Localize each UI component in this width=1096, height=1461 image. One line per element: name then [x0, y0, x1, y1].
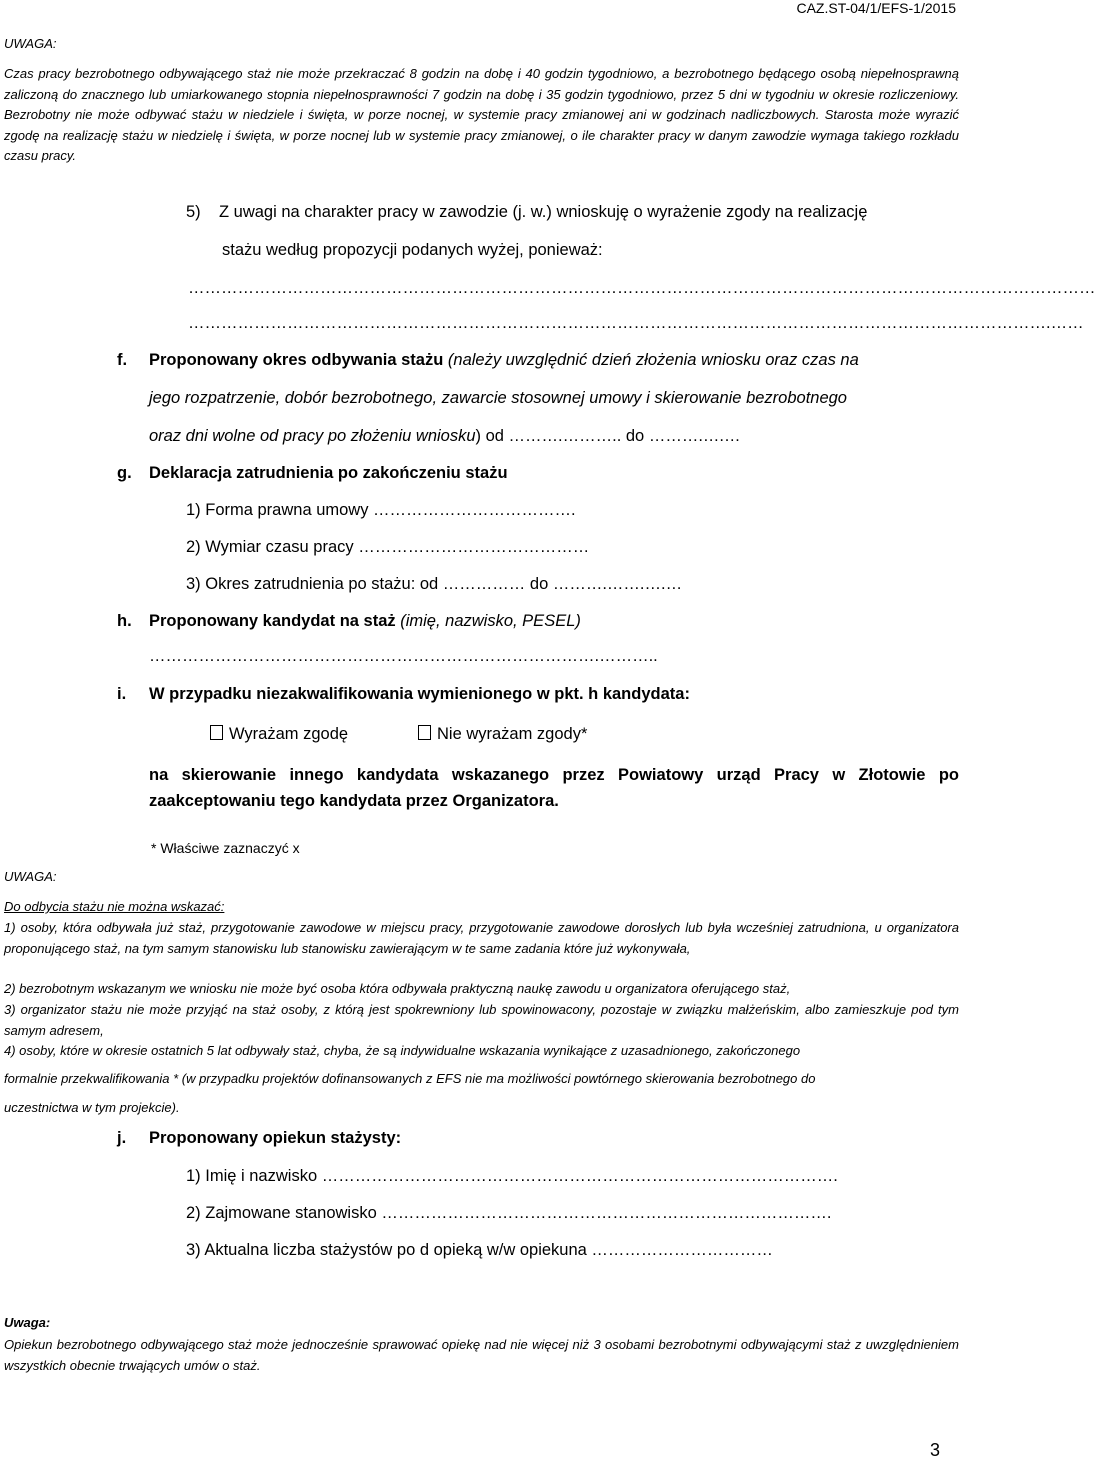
section-h-letter: h. [117, 612, 132, 630]
note2-label: UWAGA: [4, 869, 57, 884]
note2-p6: uczestnictwa w tym projekcie). [4, 1100, 180, 1115]
section-h-title: Proponowany kandydat na staż [149, 612, 396, 630]
consent-no-label: Nie wyrażam zgody* [437, 725, 588, 743]
note3-label: Uwaga: [4, 1315, 51, 1330]
section-j-item-1[interactable]: 1) Imię i nazwisko …………………………………………………………………………………. [186, 1167, 838, 1185]
section-j-letter: j. [117, 1129, 127, 1147]
section-f-line3 [149, 427, 959, 446]
item5-number: 5) [186, 203, 201, 221]
section-i-title: W przypadku niezakwalifikowania wymienionego w pkt. h kandydata: [149, 685, 690, 703]
section-f-note: (należy uwzględnić dzień złożenia wniosku oraz czas na [447, 351, 859, 369]
section-h-note: (imię, nazwisko, PESEL) [400, 612, 581, 630]
section-g-item-1[interactable]: 1) Forma prawna umowy ………………………………. [186, 501, 576, 519]
item5-line1: Z uwagi na charakter pracy w zawodzie (j. w.) wnioskuję o wyrażenie zgody na realizację [219, 203, 868, 221]
section-g-title: Deklaracja zatrudnienia po zakończeniu stażu [149, 464, 508, 482]
top-note-p3: Starosta może wyrazić zgodę na realizację stażu w niedzielę i święta, w porze nocnej lub w systemie pracy zmianowej, o ile charakter pracy w danym zawodzie wymaga takiego rozkładu czasu pracy. [4, 107, 959, 163]
checkbox-icon[interactable] [210, 725, 223, 740]
section-f-line2: jego rozpatrzenie, dobór bezrobotnego, zawarcie stosownej umowy i skierowanie bezrobotnego [149, 389, 847, 407]
section-f-dates[interactable]: ) od ……….……….. do ……….….… [475, 427, 741, 445]
note2-intro: Do odbycia stażu nie można wskazać: [4, 899, 225, 914]
item5-dots-1[interactable]: ………………………………………………………………………………………………………………………………………………… [188, 279, 1096, 297]
note3-text: Opiekun bezrobotnego odbywającego staż może jednocześnie sprawować opiekę nad nie więcej niż 3 osobami bezrobotnymi odbywającymi staż z uwzględnieniem wszystkich obecnie trwających umów o staż. [4, 1337, 959, 1373]
section-g-letter: g. [117, 464, 132, 482]
document-code: CAZ.ST-04/1/EFS-1/2015 [796, 0, 956, 16]
note2-p5: formalnie przekwalifikowania * (w przypadku projektów dofinansowanych z EFS nie ma możliwości powtórnego skierowania bezrobotnego do [4, 1071, 816, 1086]
note2-p1: 1) osoby, która odbywała już staż, przygotowanie zawodowe w miejscu pracy, przygotowanie zawodowe dorosłych lub była wcześniej zatrudniona, u organizatora proponującego staż, na tym samym stanowisku lub stanowisku zawierającym w te same zadania które już wykonywała, [4, 920, 959, 956]
section-j-title: Proponowany opiekun stażysty: [149, 1129, 402, 1147]
section-j-item-3[interactable]: 3) Aktualna liczba stażystów po d opieką w/w opiekuna …………………………… [186, 1241, 773, 1259]
section-i-letter: i. [117, 685, 127, 703]
section-f-line1 [149, 351, 959, 370]
page-number: 3 [929, 1440, 940, 1460]
section-f-line3-italic: oraz dni wolne od pracy po złożeniu wniosku [149, 427, 476, 445]
note-label: UWAGA: [4, 36, 57, 51]
section-i-bottom: na skierowanie innego kandydata wskazanego przez Powiatowy urząd Pracy w Złotowie po zaakceptowaniu tego kandydata przez Organizatora. [149, 766, 959, 810]
note2-p4: 4) osoby, które w okresie ostatnich 5 lat odbywały staż, chyba, że są indywidualne wskazania wynikające z uzasadnionego, zakończonego [4, 1043, 801, 1058]
section-h-line [149, 612, 581, 631]
footnote: * Właściwe zaznaczyć x [151, 840, 300, 856]
section-f-letter: f. [117, 351, 128, 369]
section-g-item-2[interactable]: 2) Wymiar czasu pracy …………………………………… [186, 538, 590, 556]
section-g-item-3[interactable]: 3) Okres zatrudnienia po stażu: od …………… do ……….…….….… [186, 575, 683, 593]
note2-p2: 2) bezrobotnym wskazanym we wniosku nie może być osoba która odbywała praktyczną naukę zawodu u organizatora oferującego staż, [4, 981, 791, 996]
section-h-dots[interactable]: ……………………………………………………………………….……….. [149, 647, 658, 665]
checkbox-icon[interactable] [418, 725, 431, 740]
top-note-p2: Bezrobotny nie może odbywać stażu w niedziele i święta, w porze nocnej, w systemie pracy zmianowej ani w godzinach nadliczbowych. [4, 107, 820, 122]
consent-yes-option[interactable] [210, 725, 348, 744]
note2-p3: 3) organizator stażu nie może przyjąć na staż osoby, z którą jest spokrewniony lub spowinowacony, pozostaje w związku małżeńskim, albo zamieszkuje pod tym samym adresem, [4, 1002, 959, 1038]
section-j-item-2[interactable]: 2) Zajmowane stanowisko ………………………………………………………………………. [186, 1204, 832, 1222]
consent-no-option[interactable] [418, 725, 587, 744]
item5-dots-2[interactable]: ………………………………………………………………………………………………………………………………………….…… [188, 314, 1084, 332]
top-note-p1: Czas pracy bezrobotnego odbywającego staż nie może przekraczać 8 godzin na dobę i 40 godzin tygodniowo, a bezrobotnego będącego osobą niepełnosprawną zaliczoną do znacznego lub umiarkowanego stopnia niepełnosprawności 7 godzin na dobę i 35 godzin tygodniowo, przez 5 dni w tygodniu w okresie rozliczeniowy. [4, 66, 959, 102]
section-f-title: Proponowany okres odbywania stażu [149, 351, 444, 369]
top-note-text [4, 64, 959, 167]
consent-yes-label: Wyrażam zgodę [229, 725, 349, 743]
item5-line2: stażu według propozycji podanych wyżej, ponieważ: [222, 241, 603, 259]
